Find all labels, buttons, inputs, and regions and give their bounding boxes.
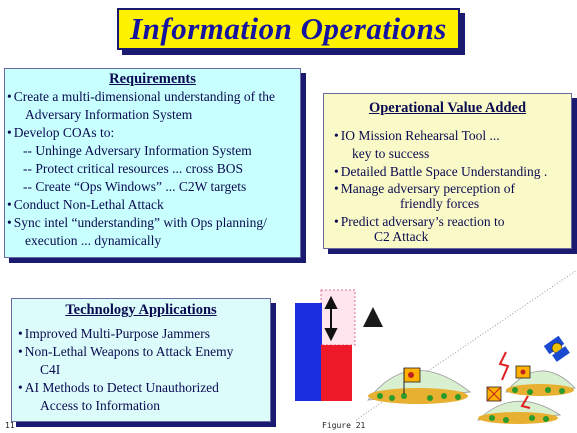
dome-left-icon (368, 368, 470, 404)
satellite-icon (544, 336, 570, 362)
window-outline (321, 290, 355, 345)
value-item-cont: C2 Attack (374, 229, 429, 244)
triangle-icon (363, 307, 383, 327)
requirements-panel (4, 68, 301, 258)
requirement-item: • Sync intel “understanding” with Ops planning/ (5, 214, 300, 232)
technology-item: • AI Methods to Detect Unauthorized (12, 379, 270, 397)
requirements-heading: Requirements (109, 71, 196, 87)
technology-item-cont: C4I (40, 362, 61, 377)
requirement-item-cont: Adversary Information System (25, 107, 193, 122)
technology-item: • Non-Lethal Weapons to Attack Enemy (12, 343, 270, 361)
technology-item: • Improved Multi-Purpose Jammers (12, 325, 270, 343)
lightning-icon (522, 396, 530, 408)
requirement-item: • Develop COAs to: (5, 124, 300, 142)
operational-value-heading: Operational Value Added (368, 100, 527, 116)
operational-value-panel (323, 93, 572, 249)
figure-caption: Figure 21 (322, 421, 366, 430)
diagonal-line (356, 270, 577, 420)
dome-right-icon (506, 366, 575, 396)
technology-item-cont: Access to Information (40, 398, 160, 413)
page-title: Information Operations (117, 8, 460, 50)
requirement-subitem: -- Protect critical resources ... cross BOS (23, 161, 244, 176)
red-bar (321, 345, 352, 401)
technology-heading: Technology Applications (65, 302, 217, 318)
double-arrow-icon (326, 298, 336, 339)
lightning-icon (500, 352, 508, 380)
value-item: • Predict adversary’s reaction to (324, 214, 571, 229)
requirement-subitem: -- Unhinge Adversary Information System (23, 143, 252, 158)
value-item: • IO Mission Rehearsal Tool ... (324, 127, 571, 145)
blue-bar (295, 303, 322, 401)
value-item-cont: key to success (352, 146, 430, 161)
requirement-item: • Conduct Non-Lethal Attack (5, 196, 300, 214)
requirement-item-cont: execution ... dynamically (25, 233, 162, 248)
value-item-cont: friendly forces (400, 196, 480, 211)
corner-mark: 11 (5, 421, 15, 430)
value-item: • Manage adversary perception of (324, 181, 571, 196)
dome-bottom-icon (478, 387, 560, 424)
requirement-item: • Create a multi-dimensional understanding of the (5, 88, 300, 106)
requirement-subitem: -- Create “Ops Windows” ... C2W targets (23, 179, 247, 194)
value-item: • Detailed Battle Space Understanding . (324, 163, 571, 181)
technology-panel (11, 298, 271, 422)
